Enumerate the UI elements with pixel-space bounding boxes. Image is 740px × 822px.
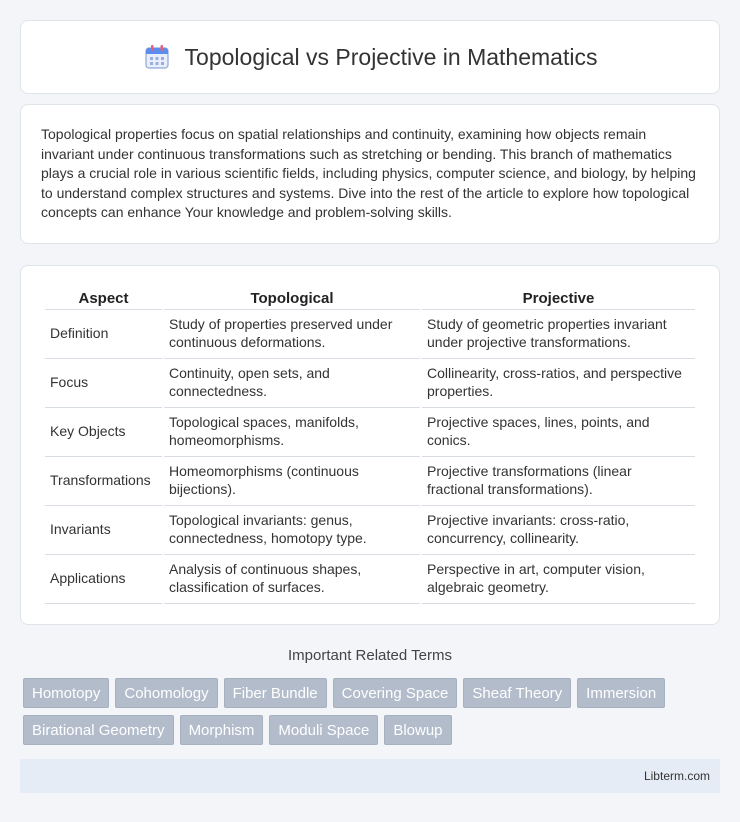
- row-aspect: Focus: [45, 359, 162, 408]
- tag-fiber-bundle[interactable]: Fiber Bundle: [224, 678, 327, 708]
- intro-card: [20, 104, 720, 244]
- title-card: [20, 20, 720, 94]
- calendar-icon: [143, 43, 171, 71]
- tag-covering-space[interactable]: Covering Space: [333, 678, 458, 708]
- intro-text: Topological properties focus on spatial relationships and continuity, examining how objects remain invariant under continuous transformations such as stretching or bending. This branch of mathematics plays a crucial role in various scientific fields, including physics, computer science, and biology, by helping to understand complex structures and systems. Dive into the rest of the article to explore how topological concepts can enhance Your knowledge and problem-solving skills.: [41, 126, 696, 220]
- table-row: [45, 555, 695, 604]
- comparison-table-card: [20, 265, 720, 625]
- row-aspect: Definition: [45, 310, 162, 359]
- header-projective: Projective: [422, 286, 695, 310]
- related-terms-tags: [20, 678, 700, 745]
- page-title: Topological vs Projective in Mathematics: [184, 43, 598, 70]
- row-projective: Study of geometric properties invariant under projective transformations.: [422, 310, 695, 359]
- row-topological: Study of properties preserved under continuous deformations.: [164, 310, 420, 359]
- tag-cohomology[interactable]: Cohomology: [115, 678, 217, 708]
- table-header-row: [45, 286, 695, 310]
- row-topological: Topological spaces, manifolds, homeomorphisms.: [164, 408, 420, 457]
- row-projective: Projective invariants: cross-ratio, concurrency, collinearity.: [422, 506, 695, 555]
- tag-sheaf-theory[interactable]: Sheaf Theory: [463, 678, 571, 708]
- tag-birational-geometry[interactable]: Birational Geometry: [23, 715, 174, 745]
- table-row: [45, 506, 695, 555]
- row-aspect: Applications: [45, 555, 162, 604]
- row-aspect: Invariants: [45, 506, 162, 555]
- table-row: [45, 457, 695, 506]
- footer-brand-link[interactable]: Libterm.com: [643, 768, 710, 783]
- table-row: [45, 310, 695, 359]
- row-projective: Projective transformations (linear fractional transformations).: [422, 457, 695, 506]
- row-topological: Homeomorphisms (continuous bijections).: [164, 457, 420, 506]
- tag-morphism[interactable]: Morphism: [180, 715, 264, 745]
- table-row: [45, 408, 695, 457]
- related-terms-title: Important Related Terms: [288, 646, 452, 664]
- row-projective: Perspective in art, computer vision, algebraic geometry.: [422, 555, 695, 604]
- header-topological: Topological: [164, 286, 420, 310]
- tag-immersion[interactable]: Immersion: [577, 678, 665, 708]
- table-row: [45, 359, 695, 408]
- tag-blowup[interactable]: Blowup: [384, 715, 451, 745]
- row-projective: Collinearity, cross-ratios, and perspective properties.: [422, 359, 695, 408]
- tag-moduli-space[interactable]: Moduli Space: [269, 715, 378, 745]
- tag-homotopy[interactable]: Homotopy: [23, 678, 109, 708]
- row-topological: Topological invariants: genus, connectedness, homotopy type.: [164, 506, 420, 555]
- row-aspect: Transformations: [45, 457, 162, 506]
- footer: [20, 759, 720, 793]
- row-aspect: Key Objects: [45, 408, 162, 457]
- row-projective: Projective spaces, lines, points, and conics.: [422, 408, 695, 457]
- header-aspect: Aspect: [45, 286, 162, 310]
- row-topological: Continuity, open sets, and connectedness.: [164, 359, 420, 408]
- comparison-table: [43, 286, 697, 604]
- row-topological: Analysis of continuous shapes, classification of surfaces.: [164, 555, 420, 604]
